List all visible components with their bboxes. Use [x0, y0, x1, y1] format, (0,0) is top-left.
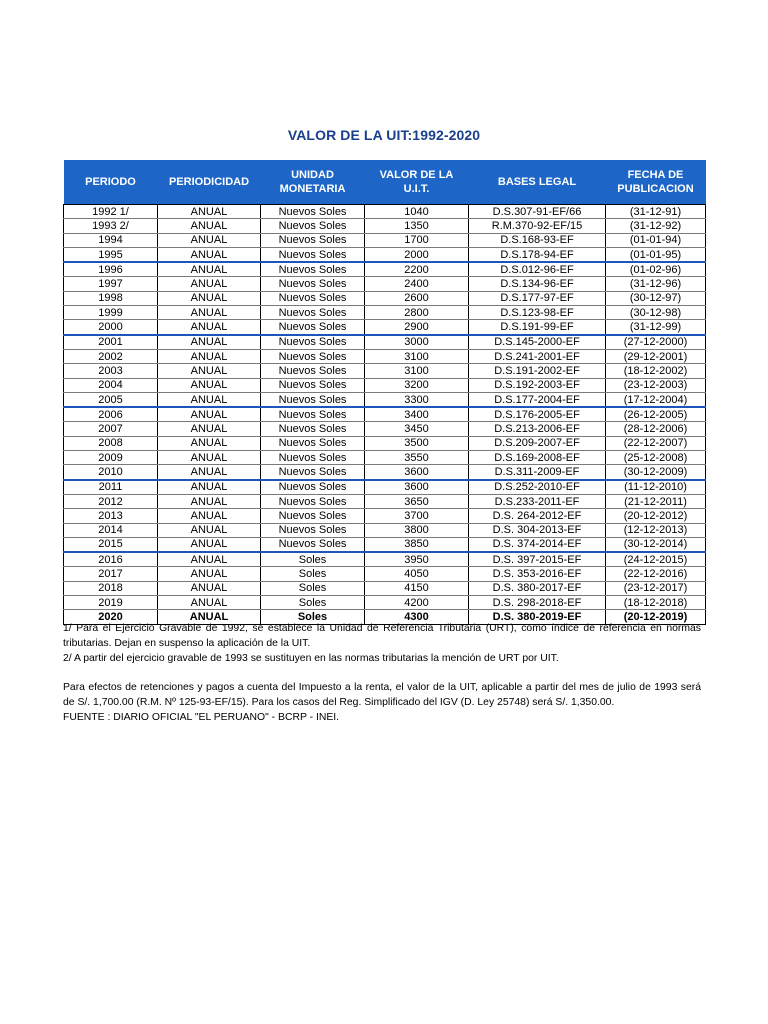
- periodicidad-cell: ANUAL: [158, 392, 261, 407]
- unidad-monetaria-cell: Nuevos Soles: [261, 247, 365, 262]
- table-row: [64, 219, 706, 233]
- valor-uit-cell: 3100: [365, 349, 469, 363]
- valor-uit-cell: 4300: [365, 610, 469, 624]
- fecha-publicacion-cell: (01-02-96): [606, 262, 706, 277]
- table-row: [64, 494, 706, 508]
- fecha-publicacion-cell: (23-12-2003): [606, 378, 706, 392]
- periodicidad-cell: ANUAL: [158, 349, 261, 363]
- base-legal-cell: D.S.169-2008-EF: [469, 451, 606, 465]
- valor-uit-cell: 3450: [365, 422, 469, 436]
- base-legal-cell: D.S.177-2004-EF: [469, 392, 606, 407]
- table-row: [64, 596, 706, 610]
- periodo-cell: 2007: [64, 422, 158, 436]
- periodicidad-cell: ANUAL: [158, 422, 261, 436]
- base-legal-cell: D.S.307-91-EF/66: [469, 205, 606, 219]
- table-row: [64, 480, 706, 495]
- fecha-publicacion-cell: (31-12-92): [606, 219, 706, 233]
- unidad-monetaria-cell: Nuevos Soles: [261, 537, 365, 552]
- base-legal-cell: D.S.311-2009-EF: [469, 465, 606, 480]
- unidad-monetaria-cell: Nuevos Soles: [261, 306, 365, 320]
- fecha-publicacion-cell: (25-12-2008): [606, 451, 706, 465]
- periodicidad-cell: ANUAL: [158, 537, 261, 552]
- unidad-monetaria-cell: Nuevos Soles: [261, 436, 365, 450]
- table-row: [64, 364, 706, 378]
- valor-uit-cell: 3550: [365, 451, 469, 465]
- base-legal-cell: D.S. 380-2017-EF: [469, 581, 606, 595]
- valor-uit-cell: 4050: [365, 567, 469, 581]
- periodo-cell: 1994: [64, 233, 158, 247]
- unidad-monetaria-cell: Nuevos Soles: [261, 480, 365, 495]
- valor-uit-cell: 3300: [365, 392, 469, 407]
- valor-uit-cell: 2400: [365, 277, 469, 291]
- periodo-cell: 2020: [64, 610, 158, 624]
- base-legal-cell: D.S.178-94-EF: [469, 247, 606, 262]
- unidad-monetaria-cell: Soles: [261, 567, 365, 581]
- fecha-publicacion-cell: (23-12-2017): [606, 581, 706, 595]
- periodicidad-cell: ANUAL: [158, 306, 261, 320]
- unidad-monetaria-cell: Nuevos Soles: [261, 509, 365, 523]
- fecha-publicacion-cell: (21-12-2011): [606, 494, 706, 508]
- valor-uit-cell: 3600: [365, 465, 469, 480]
- fecha-publicacion-cell: (31-12-91): [606, 205, 706, 219]
- base-legal-cell: D.S. 298-2018-EF: [469, 596, 606, 610]
- table-row: [64, 465, 706, 480]
- periodicidad-cell: ANUAL: [158, 247, 261, 262]
- periodo-cell: 2011: [64, 480, 158, 495]
- footnotes: [63, 622, 701, 726]
- unidad-monetaria-cell: Soles: [261, 610, 365, 624]
- unidad-monetaria-cell: Nuevos Soles: [261, 465, 365, 480]
- periodo-cell: 1999: [64, 306, 158, 320]
- fecha-publicacion-cell: (30-12-97): [606, 291, 706, 305]
- valor-uit-cell: 2800: [365, 306, 469, 320]
- base-legal-cell: D.S. 353-2016-EF: [469, 567, 606, 581]
- fecha-publicacion-cell: (01-01-95): [606, 247, 706, 262]
- unidad-monetaria-cell: Nuevos Soles: [261, 392, 365, 407]
- base-legal-cell: D.S.168-93-EF: [469, 233, 606, 247]
- retention-note: Para efectos de retenciones y pagos a cuenta del Impuesto a la renta, el valor de la UIT, aplicable a partir del mes de julio de 1993 será de S/. 1,700.00 (R.M. Nº 125-93-EF/15). Para los casos del Reg. Simplificado del IGV (D. Ley 25748) será S/. 1,350.00.: [63, 682, 701, 708]
- unidad-monetaria-cell: Nuevos Soles: [261, 335, 365, 350]
- valor-uit-cell: 1700: [365, 233, 469, 247]
- valor-uit-cell: 2000: [365, 247, 469, 262]
- table-row: [64, 247, 706, 262]
- base-legal-cell: D.S.209-2007-EF: [469, 436, 606, 450]
- periodo-cell: 2001: [64, 335, 158, 350]
- fecha-publicacion-cell: (28-12-2006): [606, 422, 706, 436]
- table-row: [64, 581, 706, 595]
- fecha-publicacion-cell: (31-12-96): [606, 277, 706, 291]
- valor-uit-cell: 3200: [365, 378, 469, 392]
- fecha-publicacion-cell: (17-12-2004): [606, 392, 706, 407]
- source-note: FUENTE : DIARIO OFICIAL "EL PERUANO" - BCRP - INEI.: [63, 711, 340, 723]
- periodo-cell: 2000: [64, 320, 158, 335]
- table-row: [64, 233, 706, 247]
- valor-uit-cell: 3600: [365, 480, 469, 495]
- periodo-cell: 2002: [64, 349, 158, 363]
- table-row: [64, 335, 706, 350]
- valor-uit-cell: 1350: [365, 219, 469, 233]
- periodo-cell: 1992 1/: [64, 205, 158, 219]
- header-fecha-publicacion: FECHA DE PUBLICACION: [606, 160, 706, 205]
- periodo-cell: 2018: [64, 581, 158, 595]
- unidad-monetaria-cell: Nuevos Soles: [261, 320, 365, 335]
- valor-uit-cell: 3800: [365, 523, 469, 537]
- base-legal-cell: D.S.233-2011-EF: [469, 494, 606, 508]
- unidad-monetaria-cell: Nuevos Soles: [261, 494, 365, 508]
- base-legal-cell: D.S.123-98-EF: [469, 306, 606, 320]
- periodicidad-cell: ANUAL: [158, 262, 261, 277]
- base-legal-cell: D.S.012-96-EF: [469, 262, 606, 277]
- table-row: [64, 407, 706, 422]
- periodo-cell: 2006: [64, 407, 158, 422]
- valor-uit-cell: 2200: [365, 262, 469, 277]
- base-legal-cell: D.S.145-2000-EF: [469, 335, 606, 350]
- unidad-monetaria-cell: Nuevos Soles: [261, 262, 365, 277]
- periodicidad-cell: ANUAL: [158, 610, 261, 624]
- periodicidad-cell: ANUAL: [158, 205, 261, 219]
- base-legal-cell: D.S.192-2003-EF: [469, 378, 606, 392]
- unidad-monetaria-cell: Nuevos Soles: [261, 349, 365, 363]
- base-legal-cell: D.S.191-2002-EF: [469, 364, 606, 378]
- periodo-cell: 2004: [64, 378, 158, 392]
- table-row: [64, 509, 706, 523]
- table-row: [64, 567, 706, 581]
- table-row: [64, 306, 706, 320]
- table-row: [64, 205, 706, 219]
- base-legal-cell: D.S. 304-2013-EF: [469, 523, 606, 537]
- periodicidad-cell: ANUAL: [158, 523, 261, 537]
- unidad-monetaria-cell: Nuevos Soles: [261, 364, 365, 378]
- periodicidad-cell: ANUAL: [158, 291, 261, 305]
- table-row: [64, 537, 706, 552]
- valor-uit-cell: 3100: [365, 364, 469, 378]
- fecha-publicacion-cell: (30-12-2014): [606, 537, 706, 552]
- periodicidad-cell: ANUAL: [158, 219, 261, 233]
- fecha-publicacion-cell: (27-12-2000): [606, 335, 706, 350]
- table-row: [64, 320, 706, 335]
- periodicidad-cell: ANUAL: [158, 407, 261, 422]
- periodo-cell: 2012: [64, 494, 158, 508]
- periodicidad-cell: ANUAL: [158, 509, 261, 523]
- periodicidad-cell: ANUAL: [158, 567, 261, 581]
- fecha-publicacion-cell: (20-12-2019): [606, 610, 706, 624]
- base-legal-cell: D.S. 374-2014-EF: [469, 537, 606, 552]
- periodicidad-cell: ANUAL: [158, 581, 261, 595]
- header-bases-legal: BASES LEGAL: [469, 160, 606, 205]
- uit-table: [63, 160, 706, 625]
- periodo-cell: 2003: [64, 364, 158, 378]
- periodo-cell: 2009: [64, 451, 158, 465]
- periodicidad-cell: ANUAL: [158, 552, 261, 567]
- fecha-publicacion-cell: (11-12-2010): [606, 480, 706, 495]
- header-valor-uit: VALOR DE LA U.I.T.: [365, 160, 469, 205]
- periodo-cell: 2017: [64, 567, 158, 581]
- periodo-cell: 2016: [64, 552, 158, 567]
- periodicidad-cell: ANUAL: [158, 233, 261, 247]
- footnote-1: 1/ Para el Ejercicio Gravable de 1992, se establece la Unidad de Referencia Tributaria (URT), como índice de referencia en normas tributarias. Dejan en suspenso la aplicación de la UIT.: [63, 623, 701, 649]
- valor-uit-cell: 2900: [365, 320, 469, 335]
- valor-uit-cell: 3850: [365, 537, 469, 552]
- fecha-publicacion-cell: (30-12-98): [606, 306, 706, 320]
- valor-uit-cell: 1040: [365, 205, 469, 219]
- table-body: [64, 205, 706, 625]
- periodo-cell: 2008: [64, 436, 158, 450]
- periodicidad-cell: ANUAL: [158, 465, 261, 480]
- unidad-monetaria-cell: Soles: [261, 581, 365, 595]
- base-legal-cell: R.M.370-92-EF/15: [469, 219, 606, 233]
- periodicidad-cell: ANUAL: [158, 596, 261, 610]
- unidad-monetaria-cell: Nuevos Soles: [261, 378, 365, 392]
- periodo-cell: 1997: [64, 277, 158, 291]
- periodo-cell: 1998: [64, 291, 158, 305]
- fecha-publicacion-cell: (30-12-2009): [606, 465, 706, 480]
- periodicidad-cell: ANUAL: [158, 364, 261, 378]
- periodicidad-cell: ANUAL: [158, 335, 261, 350]
- table-row: [64, 451, 706, 465]
- header-periodo: PERIODO: [64, 160, 158, 205]
- unidad-monetaria-cell: Soles: [261, 552, 365, 567]
- periodicidad-cell: ANUAL: [158, 494, 261, 508]
- table-row: [64, 552, 706, 567]
- base-legal-cell: D.S.177-97-EF: [469, 291, 606, 305]
- unidad-monetaria-cell: Nuevos Soles: [261, 523, 365, 537]
- periodicidad-cell: ANUAL: [158, 378, 261, 392]
- base-legal-cell: D.S.134-96-EF: [469, 277, 606, 291]
- valor-uit-cell: 3400: [365, 407, 469, 422]
- periodo-cell: 1996: [64, 262, 158, 277]
- valor-uit-cell: 3700: [365, 509, 469, 523]
- fecha-publicacion-cell: (31-12-99): [606, 320, 706, 335]
- unidad-monetaria-cell: Nuevos Soles: [261, 277, 365, 291]
- periodo-cell: 2015: [64, 537, 158, 552]
- footnote-2: 2/ A partir del ejercicio gravable de 1993 se sustituyen en las normas tributarias la mención de URT por UIT.: [63, 652, 559, 664]
- base-legal-cell: D.S.176-2005-EF: [469, 407, 606, 422]
- periodo-cell: 2014: [64, 523, 158, 537]
- unidad-monetaria-cell: Soles: [261, 596, 365, 610]
- unidad-monetaria-cell: Nuevos Soles: [261, 451, 365, 465]
- table-row: [64, 378, 706, 392]
- table-row: [64, 523, 706, 537]
- valor-uit-cell: 4150: [365, 581, 469, 595]
- header-periodicidad: PERIODICIDAD: [158, 160, 261, 205]
- table-row: [64, 436, 706, 450]
- unidad-monetaria-cell: Nuevos Soles: [261, 407, 365, 422]
- fecha-publicacion-cell: (22-12-2007): [606, 436, 706, 450]
- table-row: [64, 349, 706, 363]
- fecha-publicacion-cell: (24-12-2015): [606, 552, 706, 567]
- table-header-row: [64, 160, 706, 205]
- periodicidad-cell: ANUAL: [158, 320, 261, 335]
- periodo-cell: 2010: [64, 465, 158, 480]
- fecha-publicacion-cell: (20-12-2012): [606, 509, 706, 523]
- fecha-publicacion-cell: (26-12-2005): [606, 407, 706, 422]
- periodicidad-cell: ANUAL: [158, 451, 261, 465]
- base-legal-cell: D.S. 397-2015-EF: [469, 552, 606, 567]
- base-legal-cell: D.S.191-99-EF: [469, 320, 606, 335]
- table-row: [64, 262, 706, 277]
- base-legal-cell: D.S.213-2006-EF: [469, 422, 606, 436]
- valor-uit-cell: 4200: [365, 596, 469, 610]
- header-unidad-monetaria: UNIDAD MONETARIA: [261, 160, 365, 205]
- table-row: [64, 392, 706, 407]
- valor-uit-cell: 3950: [365, 552, 469, 567]
- table-row: [64, 291, 706, 305]
- valor-uit-cell: 3500: [365, 436, 469, 450]
- unidad-monetaria-cell: Nuevos Soles: [261, 422, 365, 436]
- periodicidad-cell: ANUAL: [158, 277, 261, 291]
- fecha-publicacion-cell: (22-12-2016): [606, 567, 706, 581]
- fecha-publicacion-cell: (18-12-2018): [606, 596, 706, 610]
- unidad-monetaria-cell: Nuevos Soles: [261, 205, 365, 219]
- periodo-cell: 2019: [64, 596, 158, 610]
- fecha-publicacion-cell: (29-12-2001): [606, 349, 706, 363]
- periodo-cell: 1995: [64, 247, 158, 262]
- valor-uit-cell: 3000: [365, 335, 469, 350]
- periodo-cell: 2005: [64, 392, 158, 407]
- fecha-publicacion-cell: (01-01-94): [606, 233, 706, 247]
- table-row: [64, 277, 706, 291]
- base-legal-cell: D.S. 380-2019-EF: [469, 610, 606, 624]
- unidad-monetaria-cell: Nuevos Soles: [261, 233, 365, 247]
- unidad-monetaria-cell: Nuevos Soles: [261, 219, 365, 233]
- periodicidad-cell: ANUAL: [158, 436, 261, 450]
- table-row: [64, 422, 706, 436]
- periodo-cell: 2013: [64, 509, 158, 523]
- periodo-cell: 1993 2/: [64, 219, 158, 233]
- periodicidad-cell: ANUAL: [158, 480, 261, 495]
- base-legal-cell: D.S.241-2001-EF: [469, 349, 606, 363]
- valor-uit-cell: 3650: [365, 494, 469, 508]
- base-legal-cell: D.S.252-2010-EF: [469, 480, 606, 495]
- base-legal-cell: D.S. 264-2012-EF: [469, 509, 606, 523]
- fecha-publicacion-cell: (12-12-2013): [606, 523, 706, 537]
- document-title: VALOR DE LA UIT:1992-2020: [287, 127, 481, 143]
- fecha-publicacion-cell: (18-12-2002): [606, 364, 706, 378]
- uit-table-container: [63, 160, 705, 625]
- unidad-monetaria-cell: Nuevos Soles: [261, 291, 365, 305]
- valor-uit-cell: 2600: [365, 291, 469, 305]
